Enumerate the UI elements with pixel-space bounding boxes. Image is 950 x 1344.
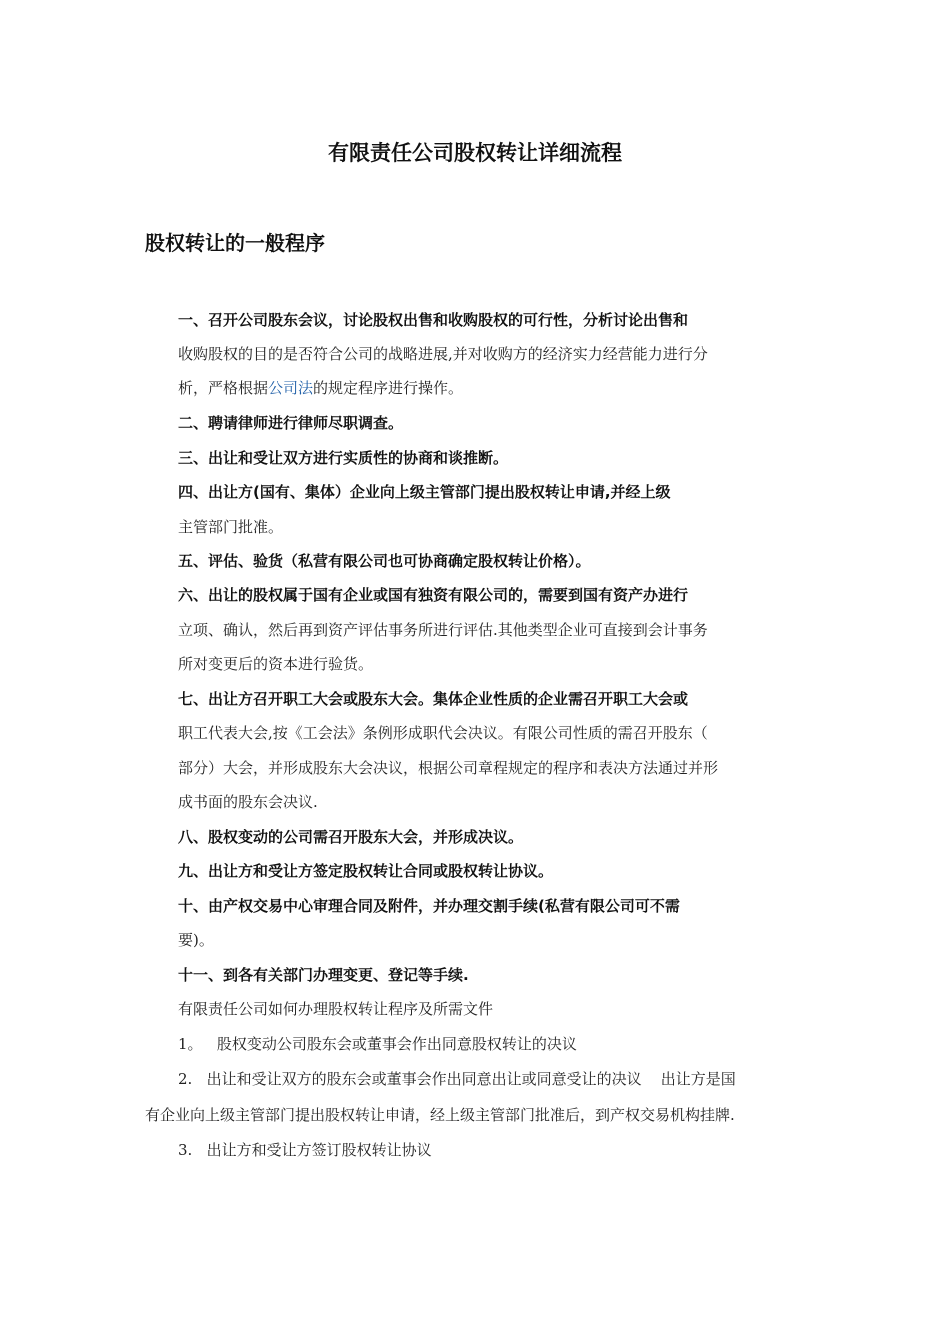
section-heading: 股权转让的一般程序 — [145, 231, 325, 255]
company-law-link[interactable]: 公司法 — [268, 379, 314, 397]
step-6-line-3: 所对变更后的资本进行验货。 — [178, 655, 374, 673]
step-4-line-1: 四、出让方(国有、集体）企业向上级主管部门提出股权转让申请,并经上级 — [178, 483, 671, 501]
step-6-line-2: 立项、确认，然后再到资产评估事务所进行评估.其他类型企业可直接到会计事务 — [178, 621, 708, 639]
step-7-line-1: 七、出让方召开职工大会或股东大会。集体企业性质的企业需召开职工大会或 — [178, 690, 689, 708]
document-title: 有限责任公司股权转让详细流程 — [328, 141, 622, 165]
subheading: 有限责任公司如何办理股权转让程序及所需文件 — [178, 1000, 494, 1018]
step-10-line-1: 十、由产权交易中心审理合同及附件，并办理交割手续(私营有限公司可不需 — [178, 897, 680, 915]
item-2-line-1: 2. 出让和受让双方的股东会或董事会作出同意出让或同意受让的决议 出让方是国 — [178, 1070, 736, 1088]
step-9: 九、出让方和受让方签定股权转让合同或股权转让协议。 — [178, 862, 554, 880]
step-7-line-3: 部分）大会，并形成股东大会决议，根据公司章程规定的程序和表决方法通过并形 — [178, 759, 719, 777]
step-1-line-1: 一、召开公司股东会议，讨论股权出售和收购股权的可行性，分析讨论出售和 — [178, 311, 689, 329]
step-5: 五、评估、验货（私营有限公司也可协商确定股权转让价格）。 — [178, 552, 591, 570]
step-7-line-2: 职工代表大会,按《工会法》条例形成职代会决议。有限公司性质的需召开股东（ — [178, 724, 708, 742]
step-3: 三、出让和受让双方进行实质性的协商和谈推断。 — [178, 449, 509, 467]
step-10-line-2: 要)。 — [178, 931, 214, 949]
step-6-line-1: 六、出让的股权属于国有企业或国有独资有限公司的，需要到国有资产办进行 — [178, 586, 689, 604]
step-1-text-before-link: 析，严格根据 — [178, 379, 269, 397]
step-7-line-4: 成书面的股东会决议. — [178, 793, 318, 811]
item-1: 1。 股权变动公司股东会或董事会作出同意股权转让的决议 — [178, 1035, 577, 1053]
step-11: 十一、到各有关部门办理变更、登记等手续. — [178, 966, 469, 984]
step-1-line-2: 收购股权的目的是否符合公司的战略进展,并对收购方的经济实力经营能力进行分 — [178, 345, 708, 363]
step-2: 二、聘请律师进行律师尽职调查。 — [178, 414, 404, 432]
step-1-line-3 — [178, 377, 463, 399]
item-2-line-2: 有企业向上级主管部门提出股权转让申请，经上级主管部门批准后，到产权交易机构挂牌. — [145, 1106, 735, 1124]
step-8: 八、股权变动的公司需召开股东大会，并形成决议。 — [178, 828, 524, 846]
step-4-line-2: 主管部门批准。 — [178, 518, 284, 536]
step-1-text-after-link: 的规定程序进行操作。 — [313, 379, 464, 397]
item-3: 3. 出让方和受让方签订股权转让协议 — [178, 1141, 432, 1159]
